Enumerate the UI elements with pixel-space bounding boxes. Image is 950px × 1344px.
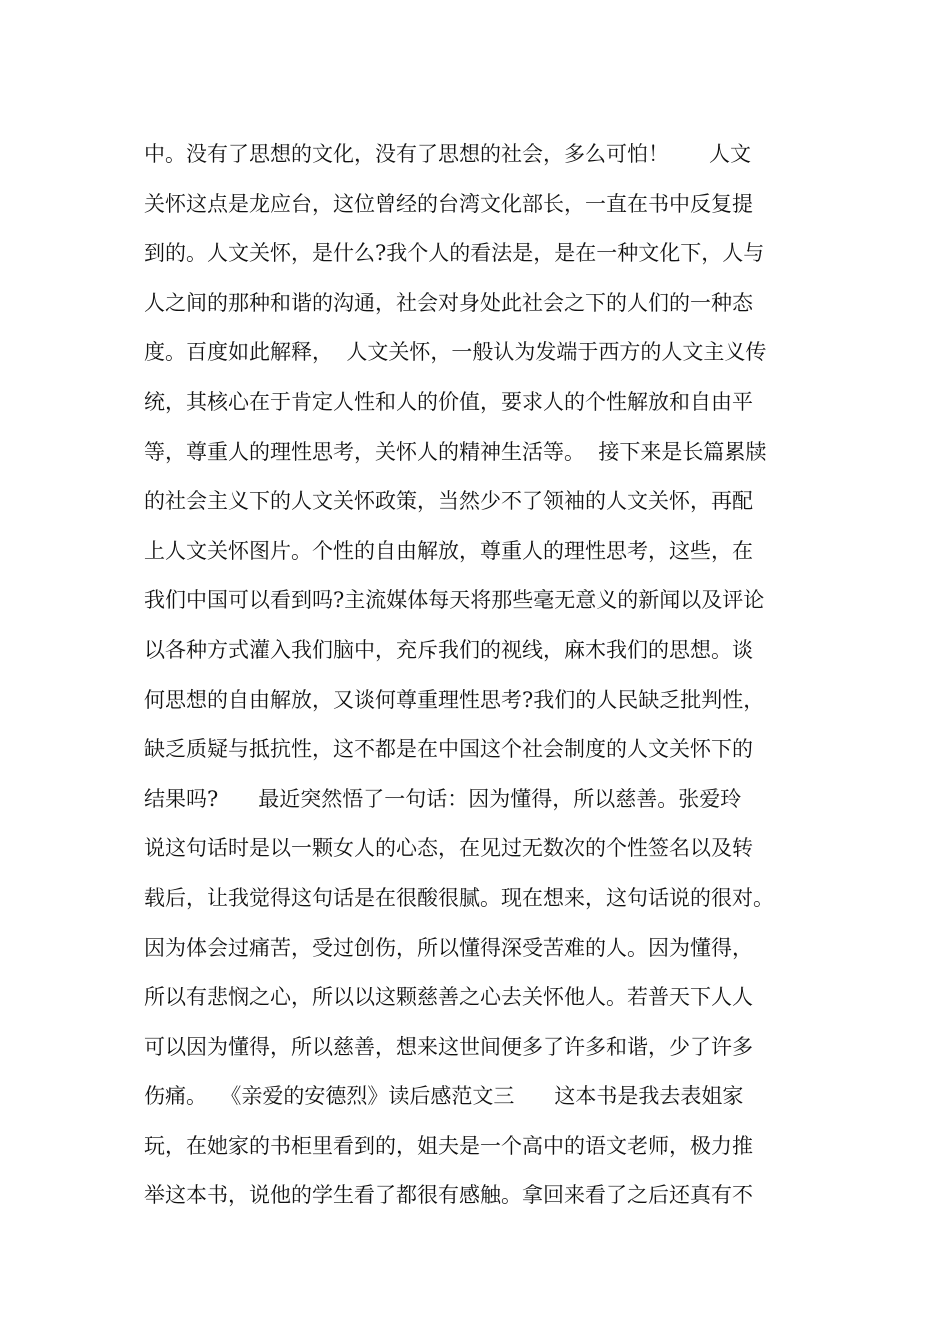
text-line: 到的。人文关怀，是什么?我个人的看法是，是在一种文化下，人与 xyxy=(144,241,765,266)
text-line: 统，其核心在于肯定人性和人的价值，要求人的个性解放和自由平 xyxy=(144,389,753,414)
text-line: 缺乏质疑与抵抗性，这不都是在中国这个社会制度的人文关怀下的 xyxy=(144,737,753,762)
text-line: 度。百度如此解释， 人文关怀，一般认为发端于西方的人文主义传 xyxy=(144,340,767,365)
document-body xyxy=(144,130,834,1221)
text-line: 所以有悲悯之心，所以以这颗慈善之心去关怀他人。若普天下人人 xyxy=(144,985,753,1010)
text-line: 的社会主义下的人文关怀政策，当然少不了领袖的人文关怀，再配 xyxy=(144,489,753,514)
text-line: 何思想的自由解放，又谈何尊重理性思考?我们的人民缺乏批判性， xyxy=(144,687,765,712)
text-line: 人之间的那种和谐的沟通，社会对身处此社会之下的人们的一种态 xyxy=(144,290,753,315)
text-line: 玩，在她家的书柜里看到的，姐夫是一个高中的语文老师，极力推 xyxy=(144,1133,753,1158)
text-line: 我们中国可以看到吗?主流媒体每天将那些毫无意义的新闻以及评论 xyxy=(144,588,765,613)
text-line: 载后，让我觉得这句话是在很酸很腻。现在想来，这句话说的很对。 xyxy=(144,885,774,910)
text-line: 举这本书，说他的学生看了都很有感触。拿回来看了之后还真有不 xyxy=(144,1183,753,1208)
text-line: 因为体会过痛苦，受过创伤，所以懂得深受苦难的人。因为懂得， xyxy=(144,935,753,960)
text-line: 可以因为懂得，所以慈善，想来这世间便多了许多和谐，少了许多 xyxy=(144,1034,753,1059)
text-line: 上人文关怀图片。个性的自由解放，尊重人的理性思考，这些，在 xyxy=(144,538,753,563)
text-line: 等，尊重人的理性思考，关怀人的精神生活等。 接下来是长篇累牍 xyxy=(144,439,767,464)
text-line: 结果吗? 最近突然悟了一句话：因为懂得，所以慈善。张爱玲 xyxy=(144,786,742,811)
text-line: 中。没有了思想的文化，没有了思想的社会，多么可怕！ 人文 xyxy=(144,142,752,166)
text-line: 以各种方式灌入我们脑中，充斥我们的视线，麻木我们的思想。谈 xyxy=(144,637,753,662)
text-line: 伤痛。 《亲爱的安德烈》读后感范文三 这本书是我去表姐家 xyxy=(144,1084,744,1109)
text-line: 说这句话时是以一颗女人的心态，在见过无数次的个性签名以及转 xyxy=(144,836,753,861)
text-line: 关怀这点是龙应台，这位曾经的台湾文化部长，一直在书中反复提 xyxy=(144,191,753,216)
